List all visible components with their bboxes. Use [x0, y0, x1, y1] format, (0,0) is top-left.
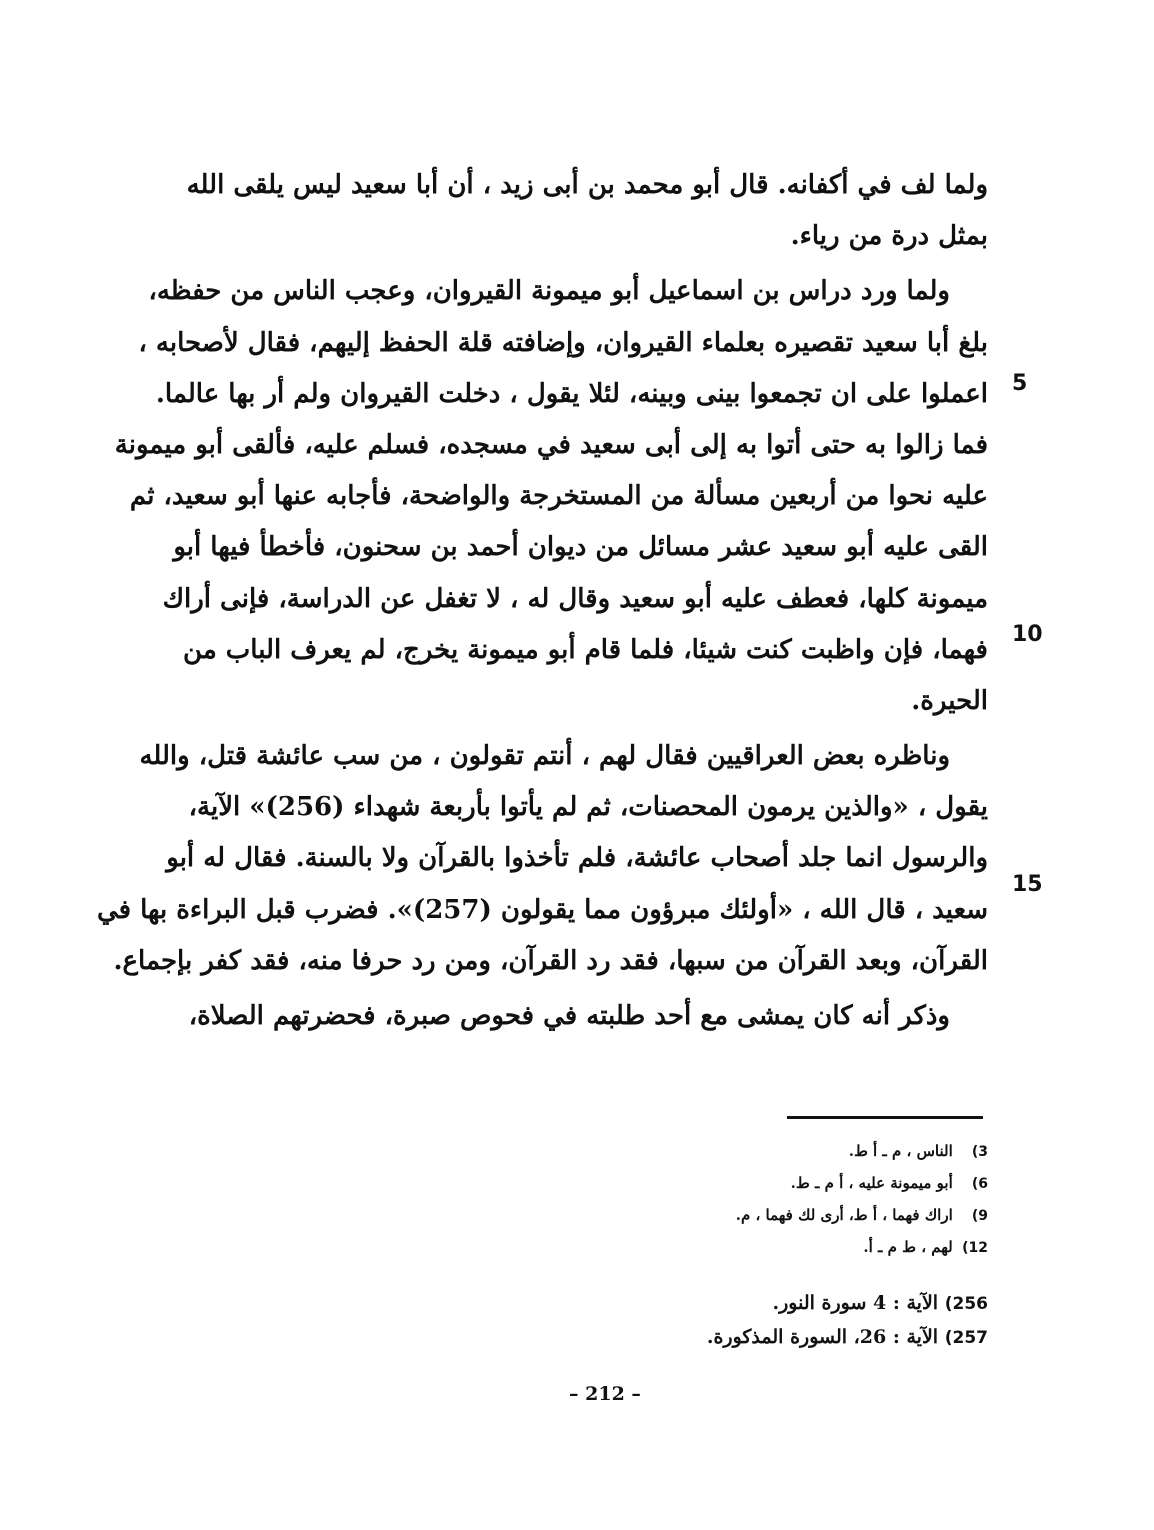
variant-reading	[600, 1167, 988, 1199]
variant-text: أبو ميمونة عليه ، أ م ـ ط.	[790, 1174, 953, 1192]
text-line-13: يقول ، «والذين يرمون المحصنات، ثم لم يأتوا بأربعة شهداء (256)» الآية،	[188, 792, 988, 823]
variant-number: 12)	[962, 1240, 988, 1256]
text-line-11: الحيرة.	[911, 685, 988, 716]
text-line-15: سعيد ، قال الله ، «أولئك مبرؤون مما يقولون (257)». فضرب قبل البراءة بها في	[96, 894, 988, 925]
footnote-number: 257)	[944, 1328, 988, 1348]
footnote-number: 256)	[944, 1294, 988, 1314]
text-line-5: اعملوا على ان تجمعوا بينى وبينه، لئلا يقول ، دخلت القيروان ولم أر بها عالما.	[155, 378, 988, 409]
text-line-8: القى عليه أبو سعيد عشر مسائل من ديوان أحمد بن سحنون، فأخطأ فيها أبو	[173, 532, 988, 563]
text-line-1: ولما لف في أكفانه. قال أبو محمد بن أبى زيد ، أن أبا سعيد ليس يلقى الله	[186, 170, 988, 200]
text-line-10: فهما، فإن واظبت كنت شيئا، فلما قام أبو ميمونة يخرج، لم يعرف الباب من	[183, 634, 988, 665]
line-number-10: 10	[1012, 622, 1043, 647]
text-line-2: بمثل درة من رياء.	[790, 221, 988, 252]
text-line-3: ولما ورد دراس بن اسماعيل أبو ميمونة القيروان، وعجب الناس من حفظه،	[148, 276, 950, 307]
variant-text: الناس ، م ـ أ ط.	[848, 1142, 953, 1160]
variant-number: 9)	[971, 1208, 988, 1224]
footnote-text: الآية : 4 سورة النور.	[772, 1292, 939, 1314]
footnote	[560, 1286, 988, 1320]
variant-reading	[600, 1135, 988, 1167]
footnote-divider	[787, 1116, 983, 1119]
text-line-12: وناظره بعض العراقيين فقال لهم ، أنتم تقولون ، من سب عائشة قتل، والله	[139, 741, 950, 772]
text-line-6: فما زالوا به حتى أتوا به إلى أبى سعيد في مسجده، فسلم عليه، فألقى أبو ميمونة	[114, 429, 988, 460]
text-line-14: والرسول انما جلد أصحاب عائشة، فلم تأخذوا بالقرآن ولا بالسنة. فقال له أبو	[166, 843, 988, 874]
page-number: – 212 –	[569, 1383, 641, 1405]
variant-text: لهم ، ط م ـ أ.	[863, 1238, 953, 1256]
text-line-9: ميمونة كلها، فعطف عليه أبو سعيد وقال له ، لا تغفل عن الدراسة، فإنى أراك	[162, 583, 988, 614]
text-line-17: وذكر أنه كان يمشى مع أحد طلبته في فحوص صبرة، فحضرتهم الصلاة،	[188, 1001, 950, 1031]
line-number-15: 15	[1012, 872, 1043, 897]
text-line-7: عليه نحوا من أربعين مسألة من المستخرجة والواضحة، فأجابه عنها أبو سعيد، ثم	[129, 481, 988, 512]
variant-readings	[600, 1135, 988, 1263]
text-line-16: القرآن، وبعد القرآن من سبها، فقد رد القرآن، ومن رد حرفا منه، فقد كفر بإجماع.	[113, 945, 988, 976]
line-number-5: 5	[1012, 371, 1028, 396]
variant-number: 6)	[971, 1176, 988, 1192]
main-text	[96, 160, 988, 1042]
variant-reading	[600, 1231, 988, 1263]
variant-reading	[600, 1199, 988, 1231]
footnote-text: الآية : 26، السورة المذكورة.	[706, 1326, 939, 1348]
variant-text: اراك فهما ، أ ط، أرى لك فهما ، م.	[735, 1206, 953, 1224]
footnotes	[560, 1286, 988, 1354]
footnote	[560, 1320, 988, 1354]
variant-number: 3)	[971, 1144, 988, 1160]
text-line-4: بلغ أبا سعيد تقصيره بعلماء القيروان، وإضافته قلة الحفظ إليهم، فقال لأصحابه ،	[138, 327, 988, 358]
